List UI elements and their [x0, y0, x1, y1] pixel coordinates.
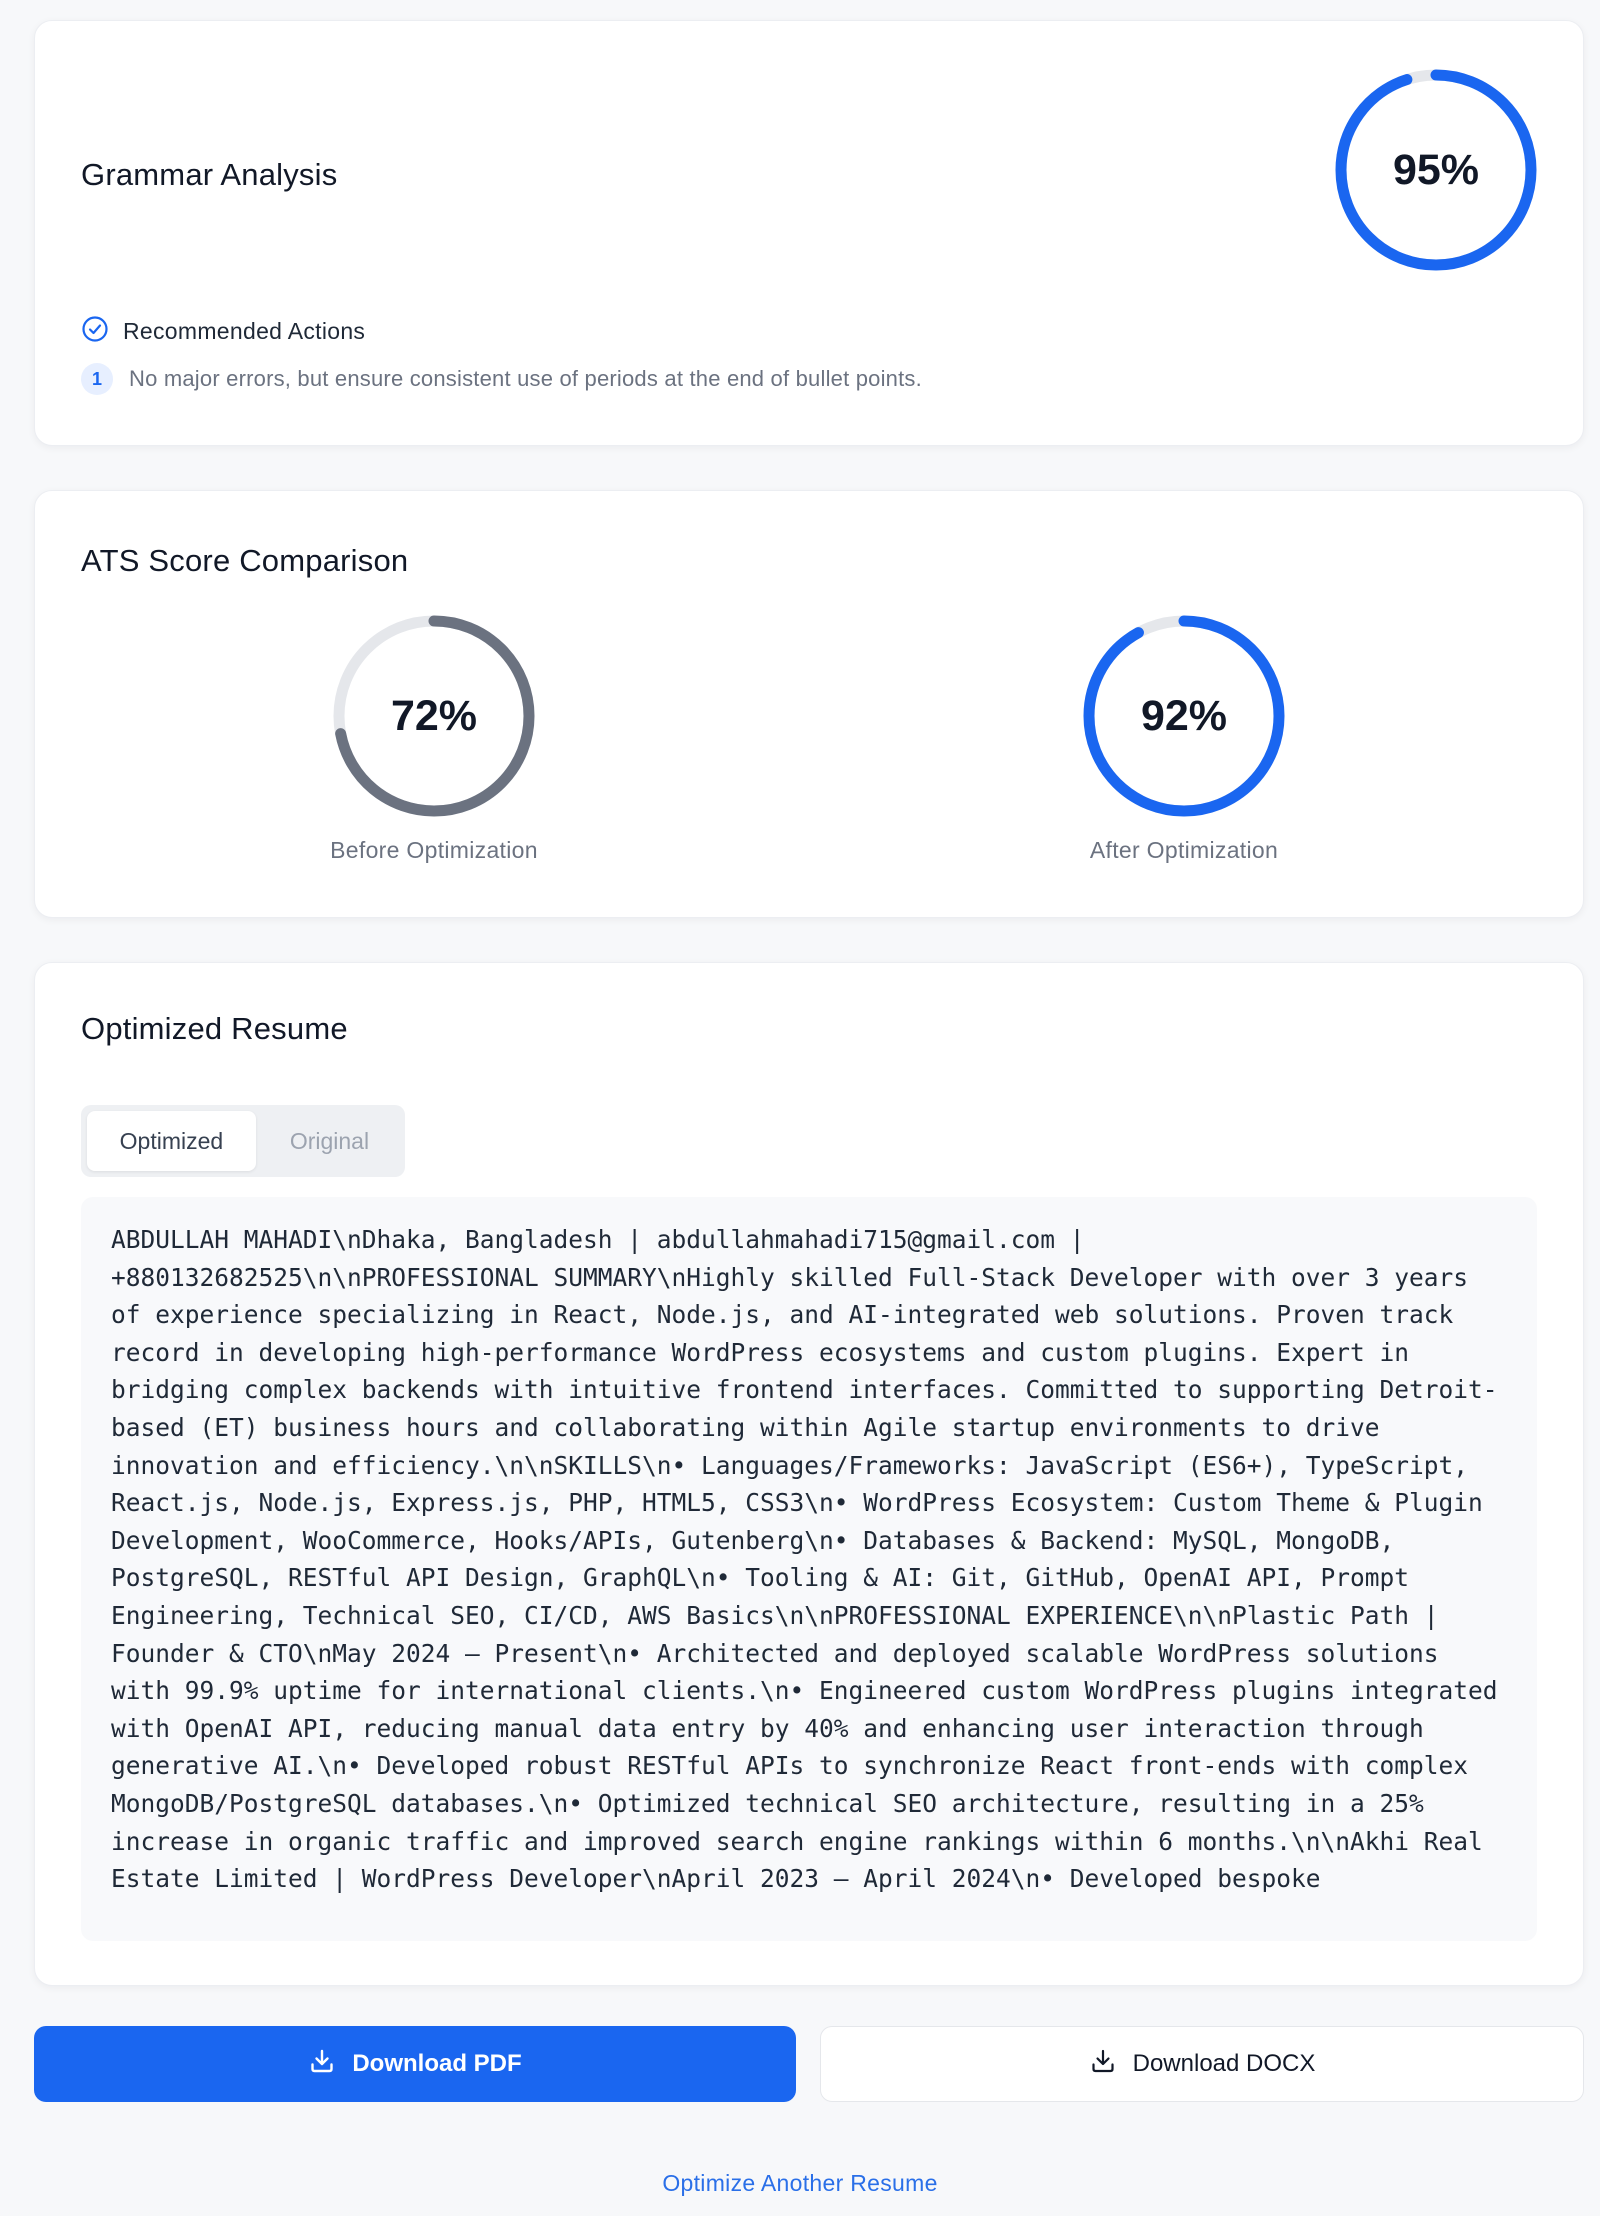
download-docx-button[interactable]: [820, 2026, 1584, 2102]
check-circle-icon: [81, 315, 109, 348]
resume-view-tabs: [81, 1105, 405, 1177]
grammar-score-value: 95%: [1392, 145, 1480, 194]
before-score-value: 72%: [390, 691, 478, 740]
download-icon: [1089, 2047, 1117, 2082]
grammar-analysis-card: [34, 20, 1584, 446]
resume-content-text: ABDULLAH MAHADI\nDhaka, Bangladesh | abdullahmahadi715@gmail.com | +880132682525\n\nPROFESSIONAL SUMMARY\nHighly skilled Full-Stack Developer with over 3 years of experience specializing in React, Node.js, and AI-integrated web solutions. Proven track record in developing high-performance WordPress ecosystems and custom plugins. Expert in bridging complex backends with intuitive frontend interfaces. Committed to supporting Detroit-based (ET) business hours and collaborating within Agile startup environments to drive innovation and efficiency.\n\nSKILLS\n• Languages/Frameworks: JavaScript (ES6+), TypeScript, React.js, Node.js, Express.js, PHP, HTML5, CSS3\n• WordPress Ecosystem: Custom Theme & Plugin Development, WooCommerce, Hooks/APIs, Gutenberg\n• Databases & Backend: MySQL, MongoDB, PostgreSQL, RESTful API Design, GraphQL\n• Tooling & AI: Git, GitHub, OpenAI API, Prompt Engineering, Technical SEO, CI/CD, AWS Basics\n\nPROFESSIONAL EXPERIENCE\n\nPlastic Path | Founder & CTO\nMay 2024 – Present\n• Architected and deployed scalable WordPress solutions with 99.9% uptime for international clients.\n• Engineered custom WordPress plugins integrated with OpenAI API, reducing manual data entry by 40% and enhancing user interaction through generative AI.\n• Developed robust RESTful APIs to synchronize React front-ends with complex MongoDB/PostgreSQL databases.\n• Optimized technical SEO architecture, resulting in a 25% increase in organic traffic and improved search engine rankings within 6 months.\n\nAkhi Real Estate Limited | WordPress Developer\nApril 2023 – April 2024\n• Developed bespoke: [111, 1225, 1513, 1894]
recommended-actions-header: [81, 315, 365, 348]
download-pdf-label: Download PDF: [352, 2050, 522, 2077]
recommended-actions-label: Recommended Actions: [123, 318, 366, 344]
download-docx-label: Download DOCX: [1132, 2050, 1316, 2077]
before-optimization-label: Before Optimization: [330, 837, 538, 863]
action-text: No major errors, but ensure consistent use of periods at the end of bullet points.: [129, 366, 922, 391]
tab-optimized[interactable]: Optimized: [87, 1111, 256, 1171]
grammar-analysis-title: Grammar Analysis: [81, 157, 338, 192]
ats-comparison-title: ATS Score Comparison: [81, 543, 409, 578]
ats-score-comparison-card: [34, 490, 1584, 918]
after-optimization-label: After Optimization: [1089, 837, 1279, 863]
after-score-ring: [1079, 611, 1289, 821]
recommended-action-item: [81, 363, 922, 395]
optimized-resume-card: [34, 962, 1584, 1986]
optimize-another-resume-link[interactable]: Optimize Another Resume: [662, 2170, 938, 2196]
download-pdf-button[interactable]: [34, 2026, 796, 2102]
optimized-resume-title: Optimized Resume: [81, 1011, 348, 1046]
resume-content-panel[interactable]: [81, 1197, 1537, 1941]
tab-original[interactable]: Original: [289, 1127, 370, 1154]
before-score-ring: [329, 611, 539, 821]
download-icon: [308, 2047, 336, 2082]
grammar-score-ring: [1331, 65, 1541, 275]
after-score-value: 92%: [1140, 691, 1228, 740]
action-number-badge: 1: [81, 363, 113, 395]
